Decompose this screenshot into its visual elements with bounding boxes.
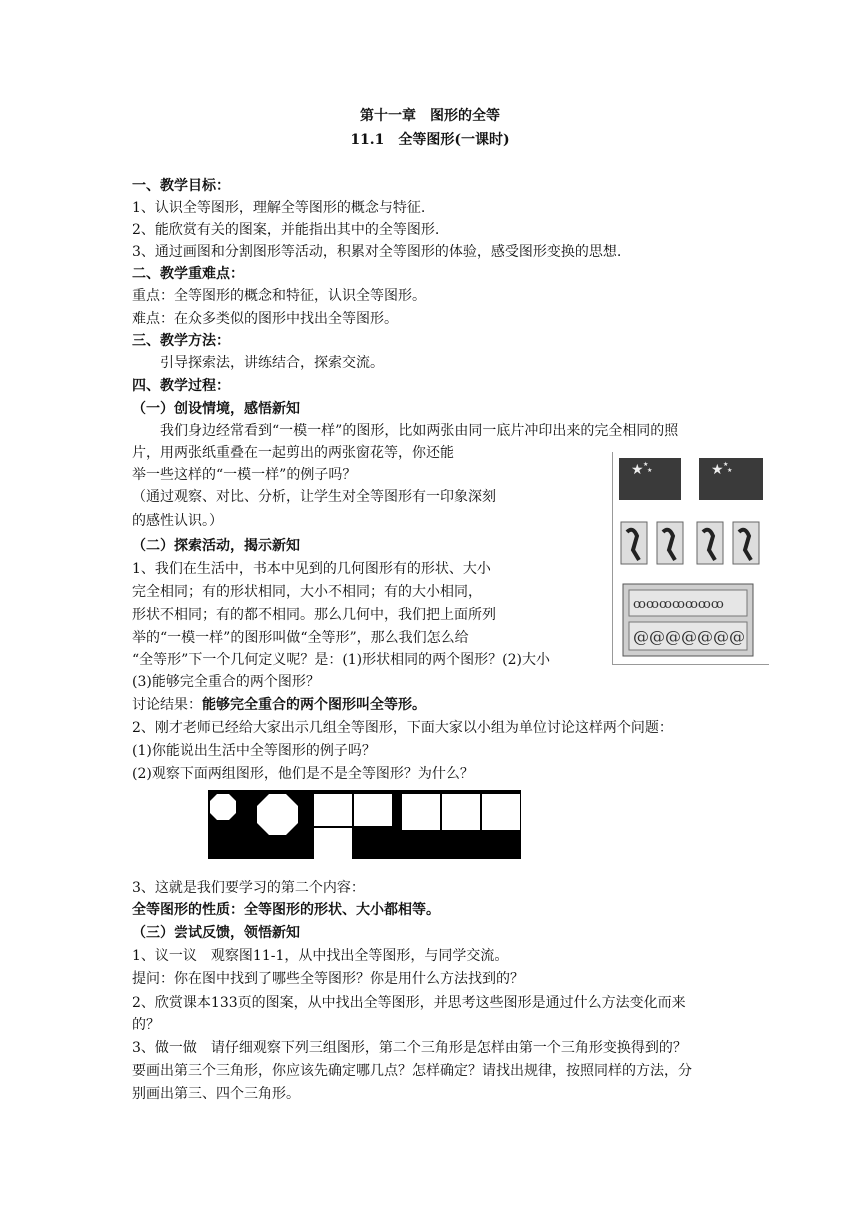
- svg-text:★: ★: [711, 462, 724, 478]
- square-6: [482, 794, 520, 830]
- svg-text:★: ★: [631, 462, 644, 478]
- text-line-prefix: 讨论结果：: [132, 697, 202, 713]
- flag-icon: [699, 458, 763, 500]
- example-images: [612, 452, 769, 665]
- text-line: (1)你能说出生活中全等图形的例子吗？: [132, 743, 376, 759]
- text-line: 一、教学目标：: [132, 178, 230, 194]
- text-line: （通过观察、对比、分析，让学生对全等图形有一印象深刻: [132, 489, 496, 505]
- scroll-pattern-icon: [623, 584, 753, 656]
- text-line: 难点：在众多类似的图形中找出全等图形。: [132, 311, 398, 327]
- dancer-card-icon: [657, 522, 683, 564]
- svg-text:★: ★: [643, 461, 649, 468]
- octagon-small: [210, 794, 236, 820]
- text-line: （三）尝试反馈，领悟新知: [132, 925, 300, 941]
- text-line: 提问：你在图中找到了哪些全等图形？你是用什么方法找到的？: [132, 971, 524, 987]
- text-line-emphasis: 能够完全重合的两个图形叫全等形。: [202, 697, 426, 713]
- text-line: “全等形”下一个几何定义呢？是：(1)形状相同的两个图形？(2)大小: [132, 652, 550, 668]
- example-images-svg: [613, 452, 769, 664]
- text-line: 的？: [132, 1017, 160, 1033]
- text-line: 形状不相同；有的都不相同。那么几何中，我们把上面所列: [132, 607, 496, 623]
- text-line: （一）创设情境，感悟新知: [132, 401, 300, 417]
- text-line: (2)观察下面两组图形，他们是不是全等图形？为什么？: [132, 766, 474, 782]
- square-2: [354, 794, 392, 826]
- text-line: [132, 695, 426, 715]
- text-line: 3、这就是我们要学习的第二个内容：: [132, 880, 365, 896]
- text-line: 举一些这样的“一模一样”的例子吗？: [132, 467, 357, 483]
- text-line: （二）探索活动，揭示新知: [132, 538, 300, 554]
- text-line: 片，用两张纸重叠在一起剪出的两张窗花等，你还能: [132, 445, 454, 461]
- section-title: 11.1 全等图形(一课时): [350, 132, 510, 148]
- svg-text:★: ★: [647, 467, 653, 474]
- text-line: 2、欣赏课本133页的图案，从中找出全等图形，并思考这些图形是通过什么方法变化而来: [132, 995, 686, 1011]
- text-line: 别画出第三、四个三角形。: [132, 1086, 300, 1102]
- octagon-large: [257, 794, 298, 835]
- text-line: 要画出第三个三角形，你应该先确定哪几点？怎样确定？请找出规律，按照同样的方法，分: [132, 1063, 692, 1079]
- text-line: 全等图形的性质：全等图形的形状、大小都相等。: [132, 902, 440, 918]
- flag-icon: [619, 458, 681, 500]
- text-line: 重点：全等图形的概念和特征，认识全等图形。: [132, 288, 426, 304]
- text-line: 我们身边经常看到“一模一样”的图形，比如两张由同一底片冲印出来的完全相同的照: [160, 423, 679, 439]
- square-5: [442, 794, 480, 830]
- text-line: 1、认识全等图形，理解全等图形的概念与特征.: [132, 200, 426, 216]
- chapter-title: 第十一章 图形的全等: [360, 108, 500, 124]
- text-line: 完全相同；有的形状相同，大小不相同；有的大小相同，: [132, 584, 482, 600]
- square-4: [402, 794, 440, 830]
- text-line: 三、教学方法：: [132, 333, 230, 349]
- text-line: 2、刚才老师已经给大家出示几组全等图形，下面大家以小组为单位讨论这样两个问题：: [132, 720, 673, 736]
- text-line: 3、做一做 请仔细观察下列三组图形，第二个三角形是怎样由第一个三角形变换得到的？: [132, 1040, 687, 1056]
- dancer-card-icon: [621, 522, 647, 564]
- shapes-figure: [208, 790, 521, 859]
- text-line: 3、通过画图和分割图形等活动，积累对全等图形的体验，感受图形变换的思想.: [132, 244, 622, 260]
- shapes-figure-svg: [208, 790, 521, 859]
- svg-text:ꝏꝏꝏꝏꝏꝏꝏ: ꝏꝏꝏꝏꝏꝏꝏ: [633, 597, 724, 612]
- svg-text:@@@@@@@: @@@@@@@: [633, 627, 745, 646]
- svg-text:★: ★: [727, 467, 733, 474]
- text-line: 的感性认识。）: [132, 513, 223, 529]
- text-line: 二、教学重难点：: [132, 266, 244, 282]
- square-3: [314, 828, 352, 859]
- square-1: [314, 794, 352, 826]
- dancer-card-icon: [733, 522, 759, 564]
- text-line: (3)能够完全重合的两个图形？: [132, 674, 320, 690]
- text-line: 2、能欣赏有关的图案，并能指出其中的全等图形.: [132, 222, 440, 238]
- text-line: 举的“一模一样”的图形叫做“全等形”，那么我们怎么给: [132, 630, 469, 646]
- svg-text:★: ★: [723, 461, 729, 468]
- text-line: 引导探索法，讲练结合，探索交流。: [160, 355, 384, 371]
- text-line: 四、教学过程：: [132, 378, 230, 394]
- text-line: 1、我们在生活中，书本中见到的几何图形有的形状、大小: [132, 561, 491, 577]
- dancer-card-icon: [697, 522, 723, 564]
- text-line: 1、议一议 观察图11-1，从中找出全等图形，与同学交流。: [132, 948, 509, 964]
